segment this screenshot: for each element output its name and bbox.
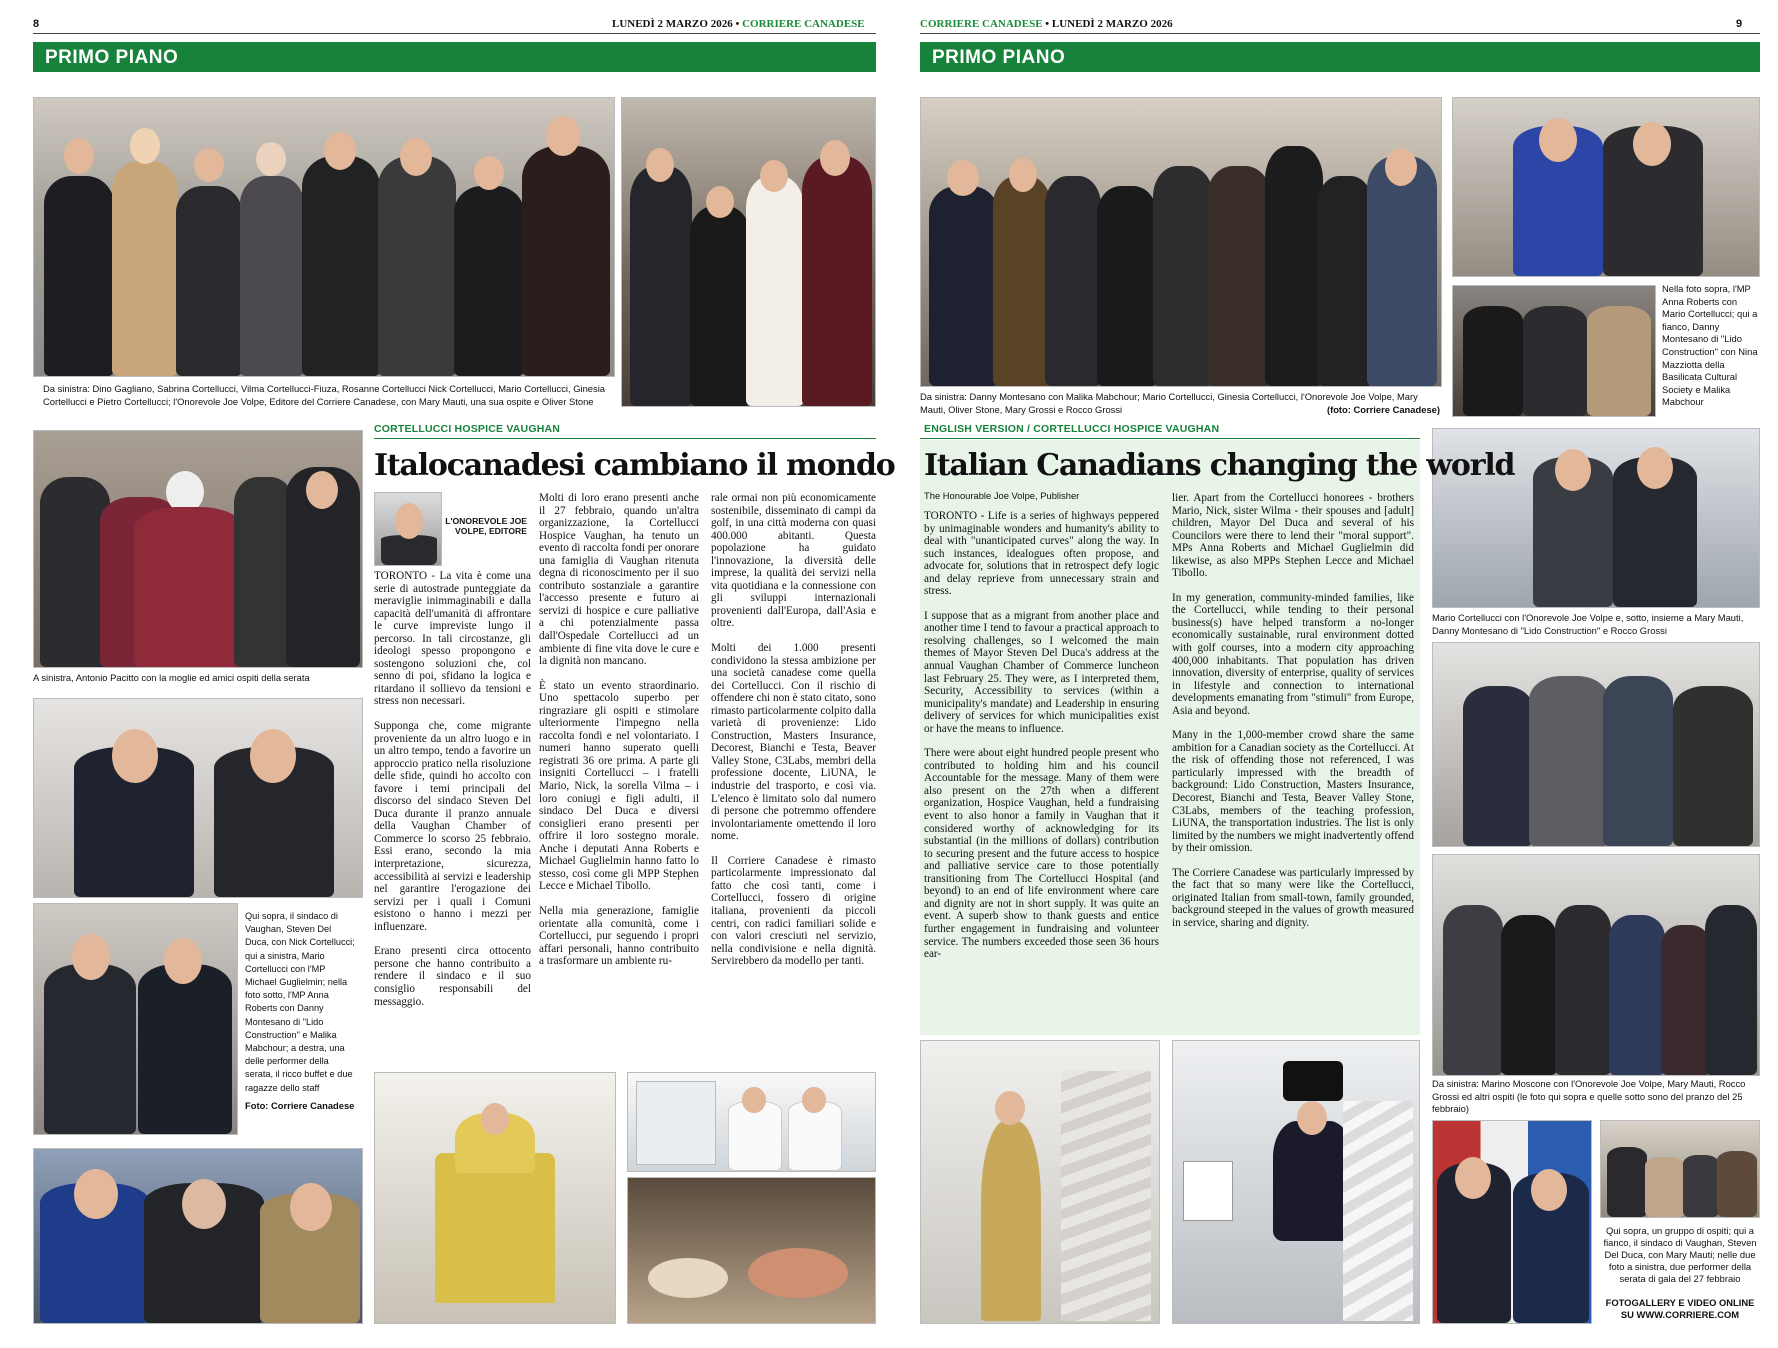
gallery-link[interactable]: FOTOGALLERY E VIDEO ONLINE SU WWW.CORRIERE.COM [1605,1297,1755,1320]
top-photo-caption-left: Da sinistra: Dino Gagliano, Sabrina Cortellucci, Vilma Cortellucci-Fiuza, Rosanne Cortellucci Nick Cortellucci, Mario Cortellucci, Ginesia Cortellucci e Pietro Cortellucci; l'Onorevole Joe Volpe, Editore del Corriere Canadese, con Mary Mauti, una sua ospite e Oliver Stone [43,383,606,407]
left-caption-pacitto: A sinistra, Antonio Pacitto con la moglie ed amici ospiti della serata [33,672,310,683]
paragraph: Molti dei 1.000 presenti condividono la stessa ambizione per una società canadese come quella dei Cortellucci. Con il rischio di offendere chi non è stato citato, sono rimasto particolarmente colpito dalla varietà di provenienze: Lido Construction, Masters Insurance, Decorest, Bianchi e Testa, Beaver Valley Stone, C3Labs, membri della professione docente, LiUNA, le industrie del trasporto, e così via. L'elenco è limitato solo dal numero di persone che potremmo offendere involontariamente omettendo il loro nome. [711,642,876,843]
kicker-rule-left [374,438,876,439]
side-caption-volpe: Mario Cortellucci con l'Onorevole Joe Volpe e, sotto, insieme a Mary Mauti, Danny Montesano di "Lido Construction" e Rocco Grossi [1432,612,1744,636]
header-rule-left [33,33,876,34]
left-caption-credit: Foto: Corriere Canadese [245,1100,355,1111]
side-caption-guests: Qui sopra, un gruppo di ospiti; qui a fianco, il sindaco di Vaughan, Steven Del Duca, con Mary Mauti; nelle due foto a sinistra, due performer della serata di gala del 27 febbraio [1603,1225,1757,1284]
photo-buffet [627,1177,876,1324]
paragraph: È stato un evento straordinario. Uno spettacolo superbo per ringraziare gli ospiti e stimolare ulteriormente l'impegno nella raccolta fondi e nel volontariato. I numeri hanno superato quelli registrati 36 ore prima. A parte gli insigniti Cortellucci – i fratelli Mario, Nick, la sorella Vilma – i loro coniugi e figli adulti, il sindaco Del Duca e diversi consiglieri erano presenti per offrire il loro sostegno morale. Anche i deputati Anna Roberts e Michael Guglielmin hanno fatto lo stesso, così come gli MPP Stephen Lecce e Michael Tibollo. [539,679,699,893]
paragraph: Many in the 1,000-member crowd share the same ambition for a Canadian society as the Cortellucci. At the risk of offending those not referenced, I was particularly impressed with the breadth of background: Lido Construction, Masters Insurance, Decorest, Bianchi and Testa, Beaver Valley Stone, C3Labs, members of the teaching profession, LiUNA, the transportation industries. The list is only limited by the numbers we might inadvertently offend by their omission. [1172,729,1414,855]
paragraph: lier. Apart from the Cortellucci honorees - brothers Mario, Nick, sister Wilma - their spouses and [adult] children, Mayor Del Duca and several of his Councilors were there to lend their "moral support". MPs Anna Roberts and Michael Guglielmin did likewise, as also MPPs Stephen Lecce and Michael Tibollo. [1172,492,1414,580]
byline-right: The Honourable Joe Volpe, Publisher [924,490,1080,501]
paragraph: I suppose that as a migrant from another place and another time I tend to favour a practical approach to resolving challenges, so I welcomed the main themes of Mayor Steven Del Duca's address at the annual Vaughan Chamber of Commerce luncheon last February 25. They were, as I interpreted them, Security, Accessibility to services (within a municipality's mandate) and Leadership in ensuring delivery of services for which municipalities exist or have the means to influence. [924,609,1159,735]
page-number-right: 9 [1736,18,1743,30]
paragraph: Il Corriere Canadese è rimasto particolarmente impressionato dal fatto che così tanti, come i Cortellucci, fossero di origine italiana, provenienti da piccoli centri, con radici familiari solide e con valori cresciuti nel servizio, nella condivisione e nella dignità. Servirebbero da modello per tanti. [711,854,876,968]
photo-cake-performer [374,1072,616,1324]
photo-delduca-mauti [1432,1120,1592,1324]
side-caption-roberts: Nella foto sopra, l'MP Anna Roberts con Mario Cortellucci; qui a fianco, Danny Montesano di "Lido Construction" con Nina Mazziotta della Basilicata Cultural Society e Malika Mabchour [1662,283,1758,408]
header-date-right: CORRIERE CANADESE • LUNEDÌ 2 MARZO 2026 [920,18,1173,30]
headline-right: Italian Canadians changing the world [924,448,1515,483]
article-col-2-right [1172,492,1414,1030]
photo-montesano-mazziotta [1452,285,1656,417]
byline-left: L'ONOREVOLE JOE VOLPE, EDITORE [445,516,527,536]
side-caption-moscone: Da sinistra: Marino Moscone con l'Onorevole Joe Volpe, Mary Mauti, Rocco Grossi ed altri ospiti (le foto qui sopra e quelle sotto sono del pranzo del 25 febbraio) [1432,1078,1746,1115]
header-brand-left: CORRIERE CANADESE [742,18,865,30]
photo-pacitto [33,430,363,668]
paragraph: Molti di loro erano presenti anche il 27 febbraio, quando un'altra organizzazione, la Cortellucci Hospice Vaughan, ha tenuto un evento di raccolta fondi per onorare una famiglia di Vaughan ritenuta degna di riconoscimento per il suo contributo sostanziale a garantire l'accesso presente e futuro ai servizi di hospice e cure palliative a chi potenzialmente passa dall'Ospedale Cortellucci ad un ambiente di fine vita dove le cure e la dignità non mancano. [539,492,699,668]
section-bar-left: PRIMO PIANO [33,42,876,72]
section-bar-right: PRIMO PIANO [920,42,1760,72]
photo-flapper-performer [1172,1040,1420,1324]
article-col-2-left [539,492,699,1067]
header-brand-right: CORRIERE CANADESE [920,18,1043,30]
article-col-1-left [374,570,531,1100]
page-number-left: 8 [33,18,40,30]
paragraph: Nella mia generazione, famiglie orientate alla comunità, come i Cortellucci, pur seguendo i propri affari personali, hanno contribuito a trasformare un ambiente ru- [539,904,699,968]
paragraph: The Corriere Canadese was particularly impressed by the fact that so many were like the Cortellucci, originated Italian from small-town, family grounded, background steeped in the values of growth measured in service, sharing and dignity. [1172,866,1414,929]
group-photo-gala [920,97,1442,387]
header-rule-right [920,33,1760,34]
photo-roberts-montesano [33,1148,363,1324]
photo-volpe-guests [621,97,876,407]
header-date-left: LUNEDÌ 2 MARZO 2026 • CORRIERE CANADESE [612,18,865,30]
kicker-left: CORTELLUCCI HOSPICE VAUGHAN [374,423,561,435]
headline-left: Italocanadesi cambiano il mondo [374,448,895,483]
left-caption-multi: Qui sopra, il sindaco di Vaughan, Steven Del Duca, con Nick Cortellucci; qui a sinistra, Mario Cortellucci con l'MP Michael Guglielmin; nella foto sotto, l'MP Anna Roberts con Danny Montesano di "Lido Construction" e Malika Mabchour; a destra, una delle performer della serata, il ricco buffet e due ragazze dello staff [245,911,355,1093]
photo-gold-performer [920,1040,1160,1324]
kicker-rule-right [920,438,1420,439]
photo-moscone-group [1432,854,1760,1076]
paragraph: There were about eight hundred people present who contributed to holding him and his council Accountable for the message. Many of them were also present on the 27th when a different organization, Hospice Vaughan, held a fundraising event to also honor a family in Vaughan that it considered worthy of acknowledging for its substantial (in the millions of dollars) contribution to securing present and the future access to hospice and palliative service care to those potentially transitioning from The Cortellucci Hospital (and beyond) to an end of life environment where care and dignity are not in short supply. It was quite an event. A superb show to thank guests and entice further engagement in fundraising and volunteer service. The numbers exceeded those seen 36 hours ear- [924,747,1159,961]
group-photo-cortellucci [33,97,615,377]
paragraph: Erano presenti circa ottocento persone che hanno contribuito a rendere il sindaco e il suo consiglio responsabili del messaggio. [374,945,531,1008]
article-col-1-right [924,510,1159,1030]
byline-portrait [374,492,442,566]
article-col-3-left [711,492,876,1067]
photo-delduca-cortellucci [33,698,363,898]
paragraph: TORONTO - Life is a series of highways peppered by unimaginable wonders and humanity's ability to deal with "unanticipated curves" along the way. In such instances, idealogues often propose, and advocate for, solutions that in retrospect defy logic and delay reprieve from unnecessary strain and stress. [924,510,1159,598]
paragraph: TORONTO - La vita è come una serie di autostrade punteggiate da meraviglie inimmaginabili e dalla capacità dell'umanità di affrontare le curve impreviste lungo il percorso. In tali circostanze, gli ideologi spesso propongono e sostengono soluzioni che, col senno di poi, sfidano la logica e ritardano il sollievo da tensioni e stress non necessari. [374,570,531,708]
photo-guest-group [1600,1120,1760,1218]
photo-staff-girls [627,1072,876,1172]
paragraph: rale ormai non più economicamente sostenibile, disseminato di campi da golf, in una città moderna con quasi 400.000 abitanti. Questa popolazione ha guidato l'innovazione, la diversità delle imprese, la qualità dei servizi nella vita quotidiana e la connessione con gli sviluppi internazionali provenienti dall'Europa, dall'Asia e oltre. [711,492,876,630]
kicker-right: ENGLISH VERSION / CORTELLUCCI HOSPICE VAUGHAN [924,423,1220,435]
paragraph: In my generation, community-minded families, like the Cortellucci, while tending to their personal business(s) have helped transform a no-longer economically sustainable, rural environment dotted with golf courses, into a modern city approaching 400,000 inhabitants. That population has driven innovation, diversity of enterprise, quality of services in lifestyle and connection to international developments emanating from "stimuli" from Europe, Asia and beyond. [1172,591,1414,717]
paragraph: Supponga che, come migrante proveniente da un altro luogo e in un altro tempo, tendo a favorire un approccio pratico nella risoluzione delle sfide, quindi ho accolto con favore i temi principali del discorso del sindaco Steven Del Duca durante il pranzo annuale della Vaughan Chamber of Commerce lo scorso 25 febbraio. Essi erano, secondo la mia interpretazione, sicurezza, accessibilità ai servizi e leadership nel garantire l'erogazione dei servizi per i quali i Comuni esistono o hanno i mezzi per influenzare. [374,720,531,933]
photo-mauti-montesano-grossi [1432,642,1760,847]
top-photo-caption-right: Da sinistra: Danny Montesano con Malika Mabchour; Mario Cortellucci, Ginesia Cortellucci, l'Onorevole Joe Volpe, Mary Mauti, Oliver Stone, Mary Grossi e Rocco Grossi (foto: Corriere Canadese) [920,391,1440,415]
photo-cortellucci-guglielmin [33,903,238,1135]
top-photo-credit-right: (foto: Corriere Canadese) [1326,403,1440,415]
photo-roberts-cortellucci [1452,97,1760,277]
